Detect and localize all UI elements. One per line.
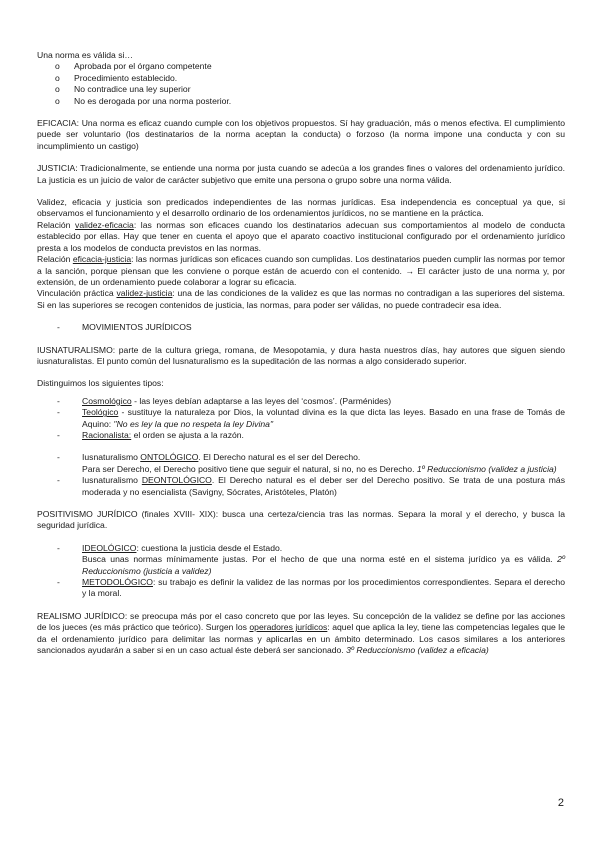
justicia-paragraph: JUSTICIA: Tradicionalmente, se entiende una norma por justa cuando se adecúa a los grandes fines o valores del ordenamiento jurídico. La justicia es un juicio de valor de carácter subjetivo que emite una persona o grupo sobre una norma válida. (37, 163, 565, 185)
type-teologico: Teológico - sustituye la naturaleza por Dios, la voluntad divina es la que dicta las leyes. Basado en una frase de Tomás de Aquino: "No es ley la que no respeta la ley Divina" (82, 407, 565, 429)
dash-marker: - (57, 452, 60, 463)
positivismo-metodologico: METODOLÓGICO: su trabajo es definir la validez de las normas por los procedimientos correspondientes. Separa el derecho y la moral. (82, 577, 565, 599)
page-number: 2 (557, 797, 564, 809)
movements-heading: MOVIMIENTOS JURÍDICOS (82, 322, 192, 333)
positivismo-ideologico: IDEOLÓGICO: cuestiona la justicia desde el Estado. Busca unas normas mínimamente justas. Por el hecho de que una norma esté en el sistema jurídico ya es válida. 2º Reduccionismo (justicia a validez) (82, 542, 565, 576)
relation-validez-justicia: Vinculación práctica validez-justicia: una de las condiciones de la validez es que las normas no contradigan a las superiores del sistema. Si en las superiores se recogen contenidos de justicia, las normas, para poder ser válidas, no puede contradecir esa idea. (37, 288, 565, 310)
list-item (37, 73, 565, 84)
list-item (37, 61, 565, 72)
list-item-text: No contradice una ley superior (74, 84, 191, 95)
bullet-marker: o (55, 95, 60, 106)
bullet-marker: o (55, 72, 60, 83)
type-cosmologico: Cosmológico - las leyes debían adaptarse a las leyes del ‘cosmos’. (Parménides) (82, 395, 392, 406)
list-item (37, 84, 565, 95)
list-item (37, 430, 565, 441)
types-intro: Distinguimos los siguientes tipos: (37, 378, 164, 389)
bullet-marker: o (55, 84, 60, 95)
dash-marker: - (57, 395, 60, 406)
list-item (37, 407, 565, 430)
dash-marker: - (57, 322, 60, 333)
dash-marker: - (57, 542, 60, 553)
relations-intro: Validez, eficacia y justicia son predicados independientes de las normas jurídicas. Esa independencia es conceptual ya que, si observamos el funcionamiento y el desarrollo ordinario de los ordenamientos jurídicos, no se mantiene en la práctica. (37, 197, 565, 219)
type-racionalista: Racionalista: el orden se ajusta a la razón. (82, 429, 244, 440)
dash-marker: - (57, 407, 60, 418)
list-item (37, 452, 565, 475)
list-item (37, 396, 565, 407)
realismo-paragraph: REALISMO JURÍDICO: se preocupa más por el caso concreto que por las leyes. Su concepción de la validez se define por las acciones de los jueces (es más práctico que teórico). Surgen los operadores jurídicos: aquel que aplica la ley, tiene las competencias legales que le da el ordenamiento jurídico para delimitar las normas y aplicarlas en un ámbito determinado. Los casos similares a los anteriores sancionados ayudarán a saber si en un caso actual éste deberá ser sancionado. 3º Reduccionismo (validez a eficacia) (37, 610, 565, 656)
list-item-text: Aprobada por el órgano competente (74, 61, 212, 72)
bullet-marker: o (55, 61, 60, 72)
iusnaturalismo-paragraph: IUSNATURALISMO: parte de la cultura griega, romana, de Mesopotamia, y dura hasta nuestros días, hay autores que siguen siendo iusnaturalistas. El punto común del Iusnaturalismo es la supeditación de las normas a algo considerado superior. (37, 344, 565, 366)
list-item (37, 543, 565, 577)
dash-marker: - (57, 475, 60, 486)
iusnat-deontologico: Iusnaturalismo DEONTOLÓGICO. El Derecho natural es el deber ser del Derecho positivo. Se trata de una postura más moderada y no esencialista (Savigny, Sócrates, Aristóteles, Platón) (82, 475, 565, 497)
relation-validez-eficacia: Relación validez-eficacia: las normas son eficaces cuando los destinatarios adecuan sus comportamientos al modelo de conducta establecido por ellas. Hay que tener en cuenta el apoyo que el aparato coactivo institucional configurado por el ordenamiento jurídico presta a los modelos de conducta previstos en las normas. (37, 219, 565, 253)
section-heading (37, 322, 565, 333)
list-item-text: No es derogada por una norma posterior. (74, 95, 232, 106)
dash-marker: - (57, 429, 60, 440)
eficacia-paragraph: EFICACIA: Una norma es eficaz cuando cumple con los objetivos propuestos. Sí hay graduación, más o menos efectiva. El cumplimiento puede ser voluntario (los destinatarios de la norma aceptan la conducta) o forzoso (la norma impone una conducta y con su incumplimiento un castigo) (37, 118, 565, 151)
list-item (37, 475, 565, 498)
iusnat-ontologico: Iusnaturalismo ONTOLÓGICO. El Derecho natural es el ser del Derecho. Para ser Derecho, el Derecho positivo tiene que seguir el natural, si no, no es Derecho. 1º Reduccionismo (validez a justicia) (82, 452, 557, 474)
validity-intro: Una norma es válida si… (37, 50, 134, 60)
list-item (37, 96, 565, 107)
page-content (37, 50, 565, 656)
list-item (37, 577, 565, 600)
list-item-text: Procedimiento establecido. (74, 72, 178, 83)
dash-marker: - (57, 577, 60, 588)
positivismo-paragraph: POSITIVISMO JURÍDICO (finales XVIII- XIX): busca una certeza/ciencia tras las normas. Separa la moral y el derecho, y busca la seguridad jurídica. (37, 509, 565, 531)
relation-eficacia-justicia: Relación eficacia-justicia: las normas jurídicas son eficaces cuando son cumplidas. Los destinatarios pueden cumplir las normas por temor a la sanción, porque piensan que les conviene o porque están de acuerdo con el contenido. → El carácter justo de una norma y, por extensión, de un ordenamiento puede colaborar a lograr su eficacia. (37, 254, 565, 287)
